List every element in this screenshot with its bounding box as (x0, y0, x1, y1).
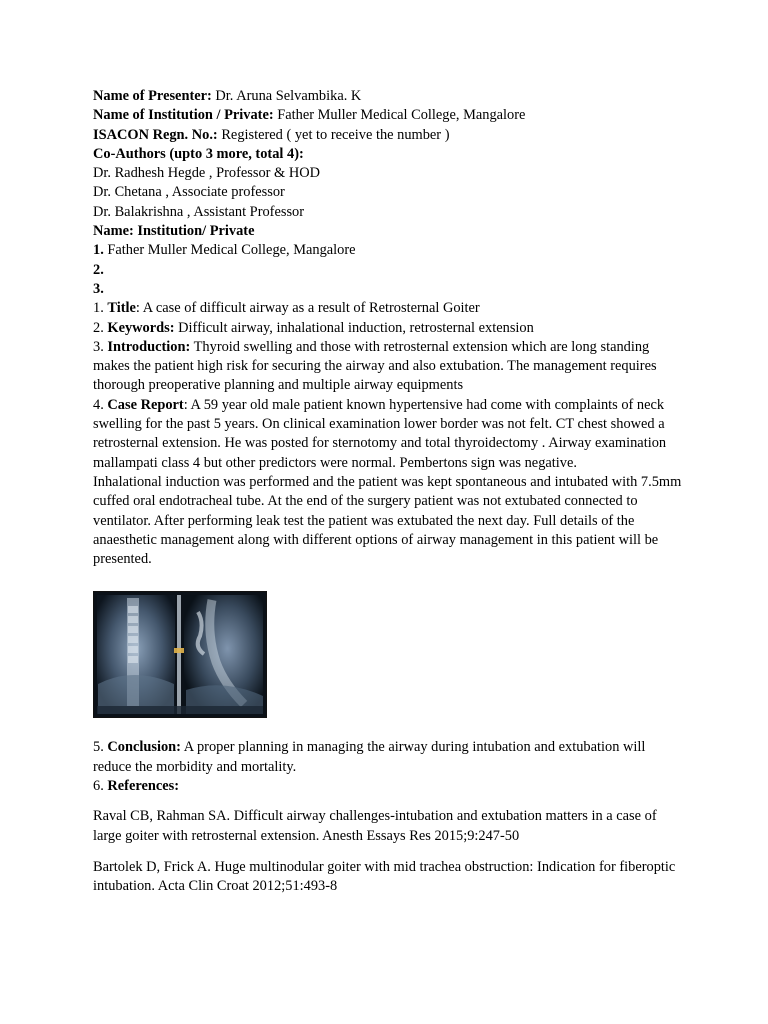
conclusion-section: 5. Conclusion: A proper planning in managing the airway during intubation and extubation will reduce the morbidity and mortality. (93, 739, 646, 775)
isacon-label: ISACON Regn. No.: (93, 126, 218, 143)
references-heading: 6. References: (93, 778, 180, 795)
reference-2: Bartolek D, Frick A. Huge multinodular goiter with mid trachea obstruction: Indication for fiberoptic intubation. Acta Clin Croat 2012;51:493-8 (93, 858, 676, 895)
coauthor-2: Dr. Chetana , Associate professor (93, 184, 285, 201)
xray-image (93, 591, 267, 718)
institution-label: Name of Institution / Private: (93, 107, 274, 124)
isacon-value: Registered ( yet to receive the number ) (217, 126, 450, 143)
xray-illustration (94, 592, 266, 717)
case-report-section: 4. Case Report: A 59 year old male patient known hypertensive had come with complaints of neck swelling for the past 5 years. On clinical examination lower border was not felt. CT chest showed a retrosternal extension. He was posted for sternotomy and total thyroidectomy . Airway examination mallampati class 4 but other predictors were normal. Pembertons sign was negative. (93, 396, 667, 471)
title-section: 1. Title: A case of difficult airway as a result of Retrosternal Goiter (93, 300, 480, 317)
coinstitution-item-1: 1. Father Muller Medical College, Mangalore (93, 242, 356, 259)
institution-value: Father Muller Medical College, Mangalore (273, 107, 526, 124)
reference-1: Raval CB, Rahman SA. Difficult airway challenges-intubation and extubation matters in a case of large goiter with retrosternal extension. Anesth Essays Res 2015;9:247-50 (93, 808, 657, 844)
keywords-section: 2. Keywords: Difficult airway, inhalational induction, retrosternal extension (93, 319, 534, 336)
presenter-value: Dr. Aruna Selvambika. K (211, 88, 362, 104)
coinstitution-item-2: 2. (93, 261, 104, 278)
introduction-section: 3. Introduction: Thyroid swelling and those with retrosternal extension which are long standing makes the patient high risk for securing the airway and also extubation. The management requires thorough preoperative planning and multiple airway equipments (93, 338, 657, 394)
coinstitution-item-3: 3. (93, 280, 104, 297)
institution-line (93, 106, 683, 125)
coauthors-heading: Co-Authors (upto 3 more, total 4): (93, 145, 304, 162)
abstract-content (93, 87, 683, 897)
coinstitution-heading: Name: Institution/ Private (93, 223, 255, 240)
coauthor-1: Dr. Radhesh Hegde , Professor & HOD (93, 165, 321, 182)
presenter-line (93, 87, 683, 106)
presenter-label: Name of Presenter: (93, 88, 212, 104)
isacon-line (93, 126, 683, 145)
coauthor-3: Dr. Balakrishna , Assistant Professor (93, 203, 305, 220)
case-report-continued: Inhalational induction was performed and the patient was kept spontaneous and intubated with 7.5mm cuffed oral endotracheal tube. At the end of the surgery patient was not extubated connected to ventilator. After performing leak test the patient was extubated the next day. Full details of the anaesthetic management along with different options of airway management in this patient will be presented. (93, 473, 682, 568)
